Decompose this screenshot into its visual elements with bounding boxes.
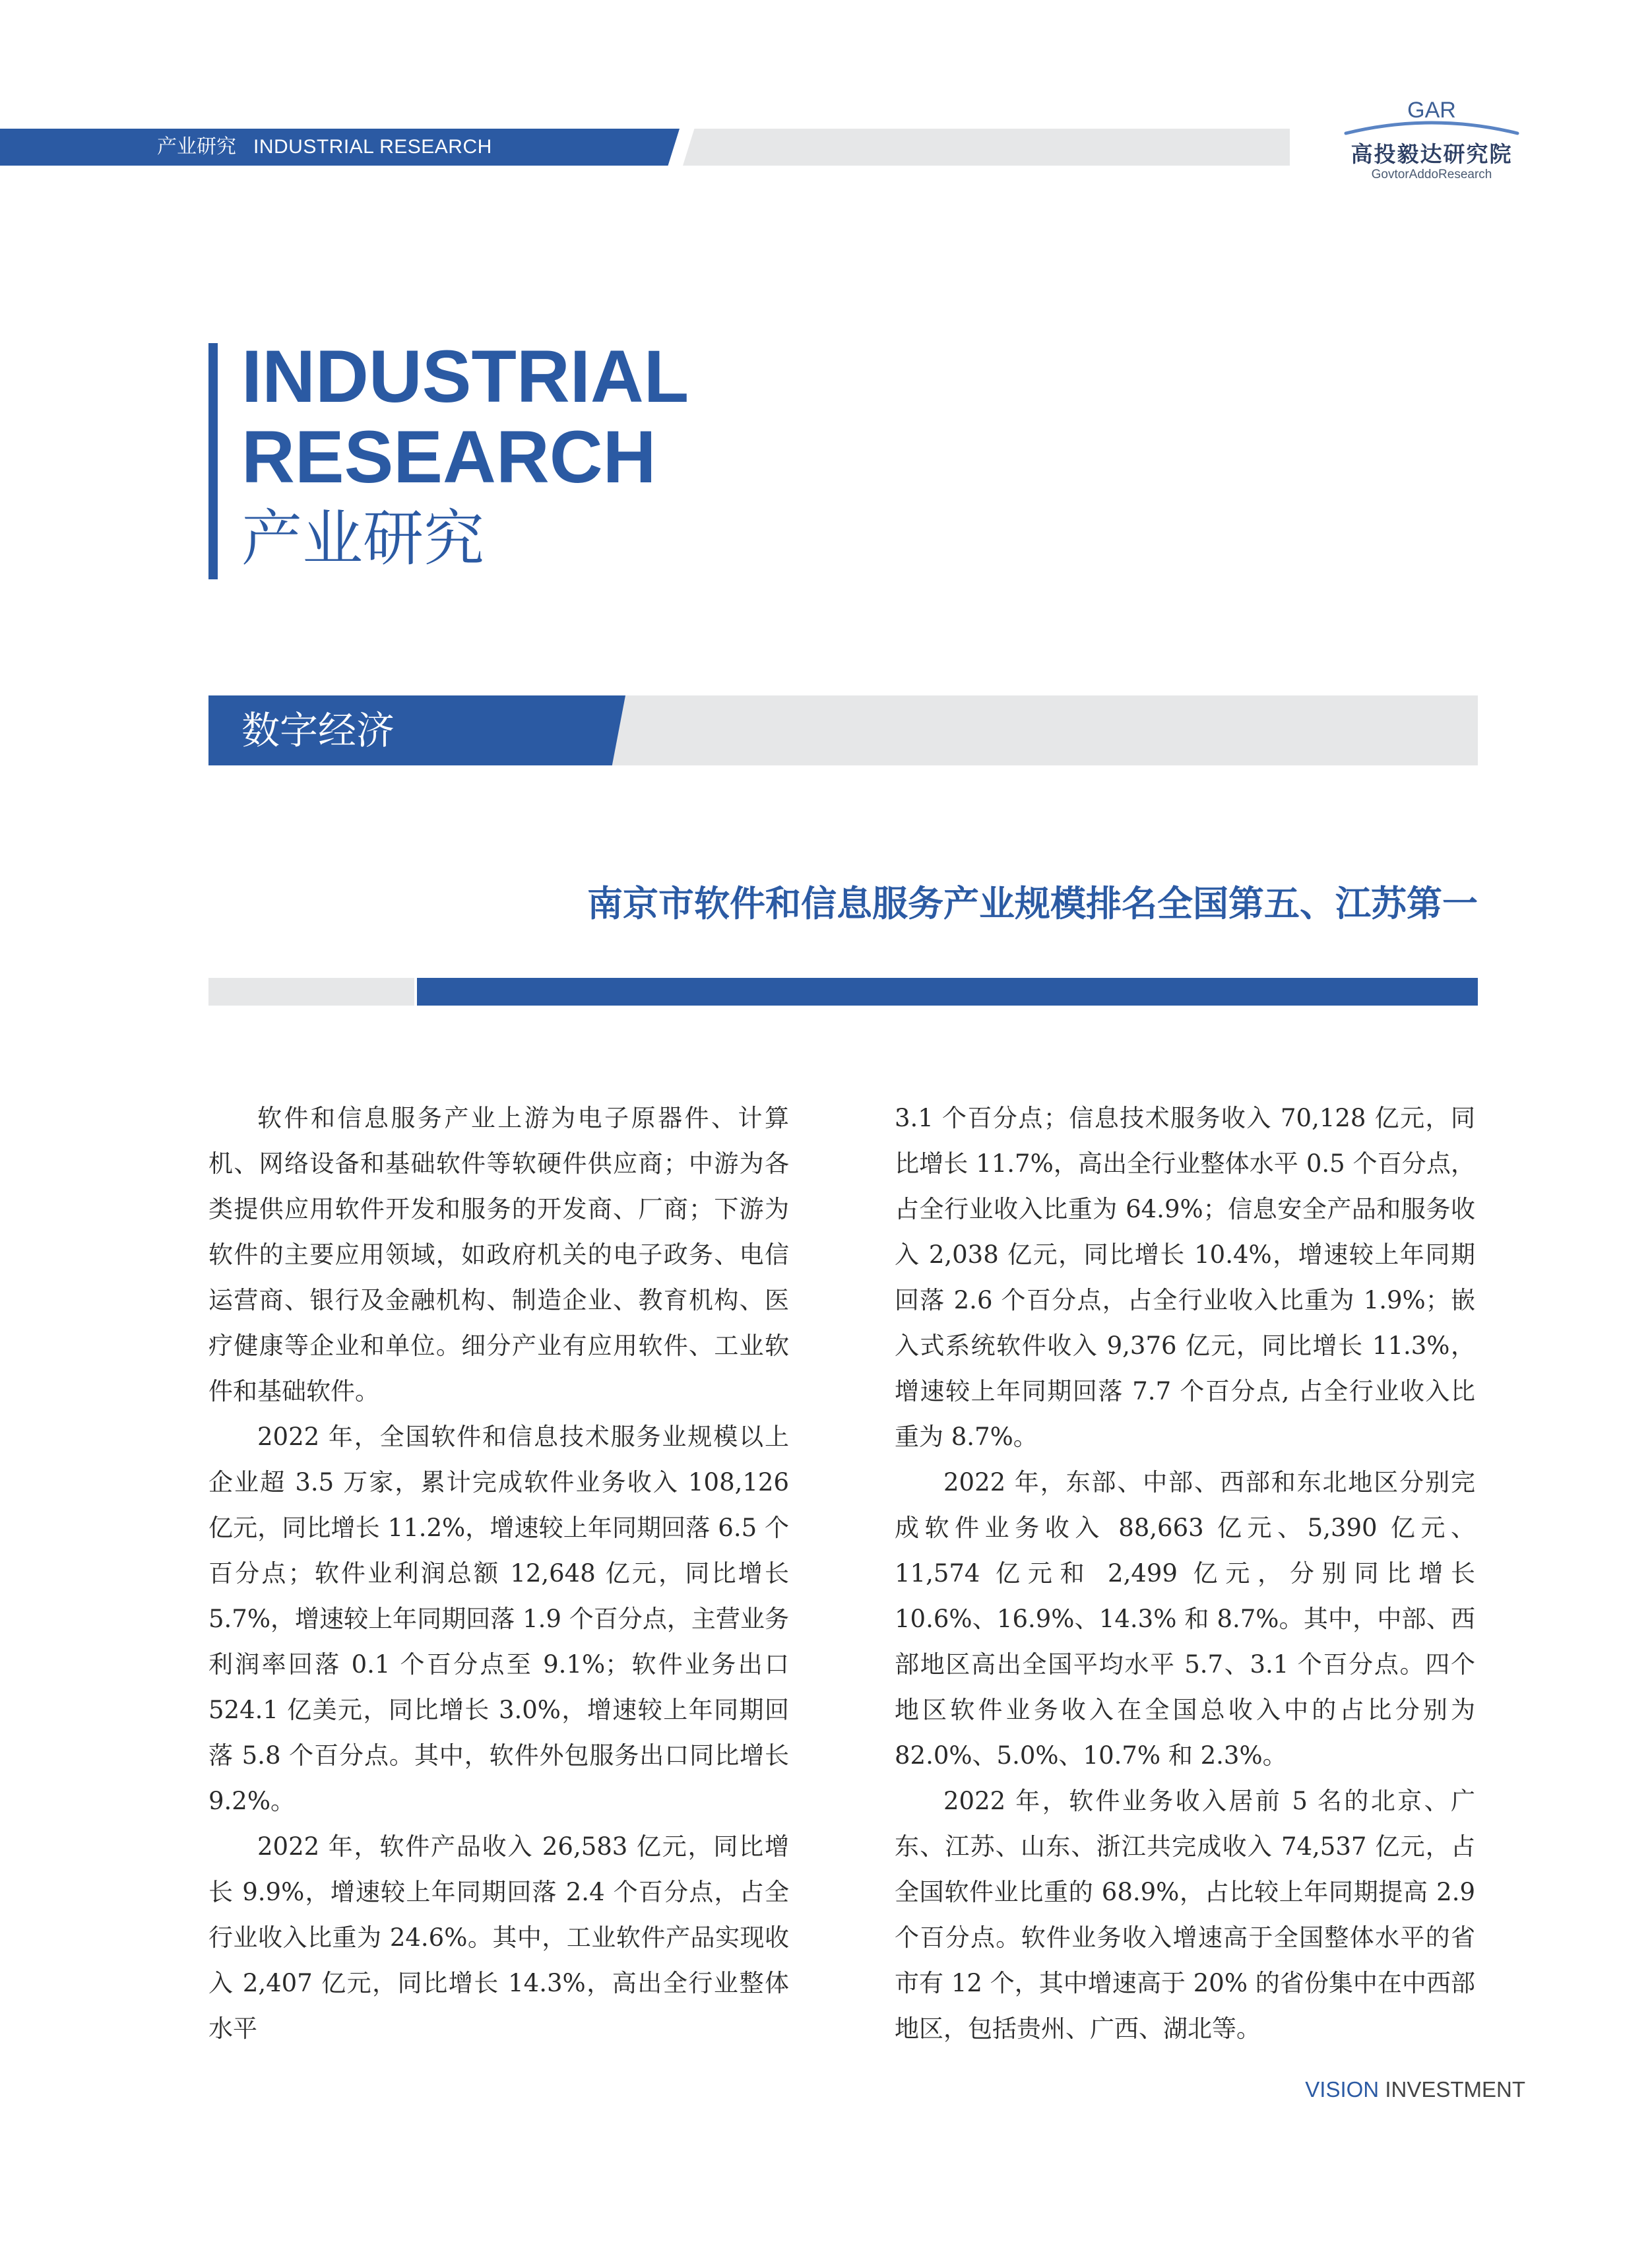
logo-name-en: GovtorAddoResearch — [1371, 168, 1492, 181]
paragraph: 3.1 个百分点；信息技术服务收入 70,128 亿元，同比增长 11.7%，高出全行业整体水平 0.5 个百分点，占全行业收入比重为 64.9%；信息安全产品和服务收入 2,038 亿元，同比增长 10.4%，增速较上年同期回落 2.6 个百分点，占全行业收入比重为 1.9%；嵌入式系统软件收入 9,376 亿元，同比增长 11.3%，增速较上年同期回落 7.7 个百分点, 占全行业收入比重为 8.7%。 — [895, 1104, 1475, 1451]
title-accent-bar — [208, 343, 218, 579]
page-title-en — [241, 337, 967, 498]
gar-logo — [1313, 92, 1550, 191]
header-band-grey — [683, 129, 1290, 166]
running-header-cn: 产业研究 — [157, 136, 236, 158]
page-title-line1: INDUSTRIAL — [241, 335, 689, 418]
page-title-line2: RESEARCH — [241, 416, 656, 498]
logo-name-cn: 高投毅达研究院 — [1350, 141, 1513, 167]
logo-abbr: GAR — [1407, 98, 1456, 123]
running-header-en: INDUSTRIAL RESEARCH — [253, 136, 492, 158]
paragraph: 2022 年，全国软件和信息技术服务业规模以上企业超 3.5 万家，累计完成软件业务收入 108,126 亿元，同比增长 11.2%，增速较上年同期回落 6.5 个百分点；软件业利润总额 12,648 亿元，同比增长 5.7%，增速较上年同期回落 1.9 个百分点，主营业务利润率回落 0.1 个百分点至 9.1%；软件业务出口 524.1 亿美元，同比增长 3.0%，增速较上年同期回落 5.8 个百分点。其中，软件外包服务出口同比增长 9.2%。 — [208, 1423, 789, 1815]
paragraph: 2022 年，软件业务收入居前 5 名的北京、广东、江苏、山东、浙江共完成收入 74,537 亿元，占全国软件业比重的 68.9%，占比较上年同期提高 2.9 个百分点。软件业务收入增速高于全国整体水平的省市有 12 个，其中增速高于 20% 的省份集中在中西部地区，包括贵州、广西、湖北等。 — [895, 1787, 1475, 2043]
article-column-right — [895, 1095, 1475, 2051]
headline-rule-grey — [208, 978, 414, 1006]
paragraph: 2022 年，东部、中部、西部和东北地区分别完成软件业务收入 88,663 亿元、5,390 亿元、11,574 亿元和 2,499 亿元，分别同比增长 10.6%、16.9%、14.3% 和 8.7%。其中，中部、西部地区高出全国平均水平 5.7、3.1 个百分点。四个地区软件业务收入在全国总收入中的占比分别为 82.0%、5.0%、10.7% 和 2.3%。 — [895, 1468, 1475, 1770]
logo-arc-icon — [1339, 115, 1524, 137]
running-header — [157, 129, 492, 166]
page-title-cn: 产业研究 — [241, 503, 485, 574]
article-column-left — [208, 1095, 789, 2051]
headline-rule-blue — [417, 978, 1478, 1006]
article-headline: 南京市软件和信息服务产业规模排名全国第五、江苏第一 — [587, 883, 1478, 924]
page-footer — [1254, 2077, 1525, 2102]
paragraph: 2022 年，软件产品收入 26,583 亿元，同比增长 9.9%，增速较上年同期回落 2.4 个百分点，占全行业收入比重为 24.6%。其中，工业软件产品实现收入 2,407 亿元，同比增长 14.3%，高出全行业整体水平 — [208, 1832, 789, 2043]
section-label: 数字经济 — [241, 708, 395, 753]
footer-vision: VISION — [1305, 2077, 1380, 2102]
paragraph: 软件和信息服务产业上游为电子原器件、计算机、网络设备和基础软件等软硬件供应商；中游为各类提供应用软件开发和服务的开发商、厂商；下游为软件的主要应用领域，如政府机关的电子政务、电信运营商、银行及金融机构、制造企业、教育机构、医疗健康等企业和单位。细分产业有应用软件、工业软件和基础软件。 — [208, 1104, 789, 1405]
footer-investment: INVESTMENT — [1385, 2077, 1525, 2102]
